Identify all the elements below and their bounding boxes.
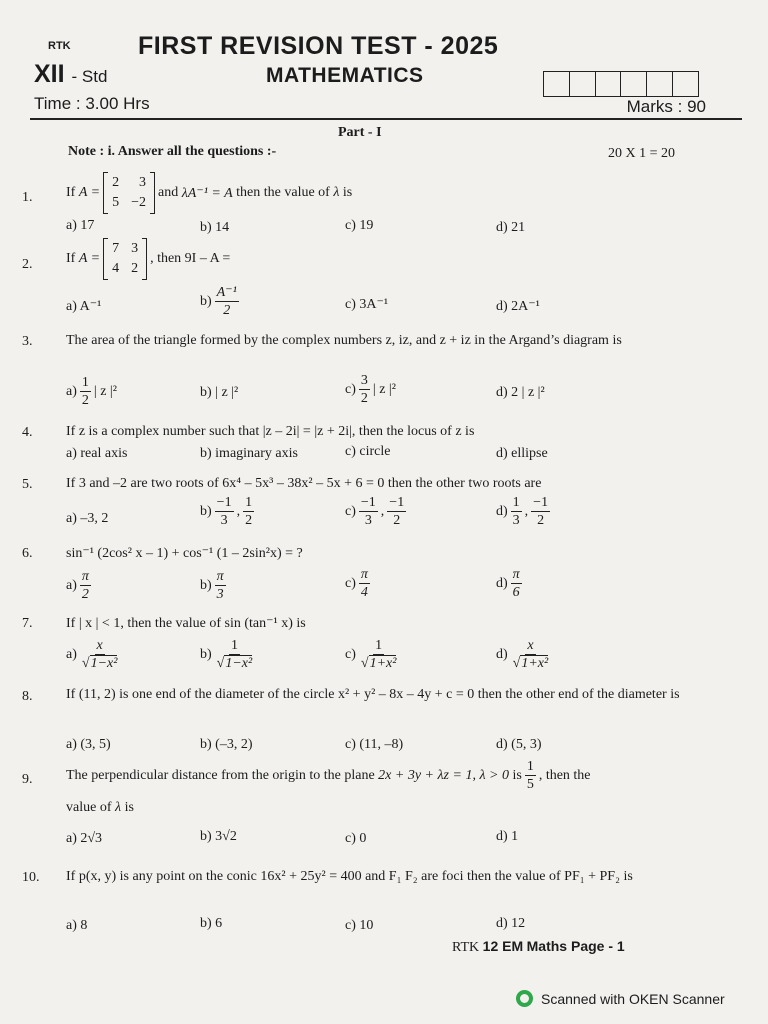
- question-text: The area of the triangle formed by the complex numbers z, iz, and z + iz in the Argand’s diagram is: [66, 333, 622, 348]
- text-fragment: , then the: [538, 767, 591, 783]
- fraction: [215, 637, 255, 672]
- question-text: If | x | < 1, then the value of sin (tan⁻¹ x) is: [66, 616, 306, 631]
- footer-class: 12 EM: [482, 938, 524, 954]
- denominator: 3: [220, 513, 228, 528]
- option-a: [66, 637, 122, 672]
- denominator: 2: [393, 513, 401, 528]
- question-number: 6.: [22, 546, 33, 561]
- matrix: [103, 238, 147, 280]
- text-fragment: The perpendicular distance from the origin to the plane: [66, 767, 375, 783]
- option-b: b) 14: [200, 220, 230, 235]
- text-fragment: A =: [78, 185, 101, 200]
- matrix-cell: 7: [112, 241, 120, 256]
- denominator: 2: [81, 587, 89, 602]
- text-fragment: and: [157, 185, 179, 200]
- option-d: d) 12: [496, 916, 526, 931]
- option-label: c): [345, 575, 356, 591]
- option-d: d) 1: [496, 829, 519, 844]
- option-b: [200, 568, 229, 603]
- question-text: sin⁻¹ (2cos² x – 1) + cos⁻¹ (1 – 2sin²x) = ?: [66, 546, 303, 561]
- numerator: 1: [230, 638, 238, 653]
- text-fragment: value of: [66, 800, 112, 815]
- option-d: [496, 566, 525, 601]
- option-label: b): [200, 646, 212, 662]
- denominator: 3: [512, 513, 520, 528]
- denominator: 2: [360, 391, 368, 406]
- numerator: −1: [533, 495, 549, 510]
- question-text: [66, 172, 352, 214]
- option-b: [200, 284, 242, 319]
- denominator: 2: [223, 303, 231, 318]
- text-fragment: 2x + 3y + λz = 1, λ > 0: [378, 767, 509, 783]
- text-fragment: λA⁻¹ = A: [181, 185, 233, 201]
- question-text: If z is a complex number such that |z – 2i| = |z + 2i|, then the locus of z is: [66, 424, 475, 439]
- option-c: [345, 566, 373, 601]
- numerator: π: [512, 567, 520, 582]
- time-label: Time : 3.00 Hrs: [34, 94, 150, 113]
- option-d: d) (5, 3): [496, 737, 542, 752]
- separator: ,: [380, 503, 385, 519]
- denominator: 5: [526, 777, 534, 792]
- question-number: 4.: [22, 425, 33, 440]
- option-c: [345, 637, 401, 672]
- option-b: b) | z |²: [200, 385, 239, 400]
- numerator: −1: [216, 495, 232, 510]
- radical-sign: √: [360, 656, 369, 671]
- marks-tally: 20 X 1 = 20: [608, 146, 676, 161]
- denominator: 1−x²: [90, 656, 118, 671]
- option-d: [496, 494, 553, 529]
- option-a: a) 17: [66, 218, 95, 233]
- question-text-line2: [66, 800, 134, 816]
- option-label: c): [345, 646, 356, 662]
- denominator: 1−x²: [225, 656, 253, 671]
- numerator: 1: [245, 495, 253, 510]
- option-label: b): [200, 577, 212, 593]
- text-fragment: λ: [333, 185, 340, 200]
- text-fragment: is: [342, 185, 353, 200]
- option-label: b): [200, 293, 212, 309]
- option-c: c) 3A⁻¹: [345, 297, 389, 312]
- numerator: x: [96, 638, 103, 653]
- numerator: π: [360, 567, 368, 582]
- matrix-cell: 5: [112, 195, 120, 210]
- scanner-watermark: [516, 990, 725, 1007]
- exam-title: FIRST REVISION TEST - 2025: [138, 32, 499, 60]
- option-b: b) 3√2: [200, 829, 237, 844]
- option-c: c) 19: [345, 218, 374, 233]
- question-number: 7.: [22, 616, 33, 631]
- numerator: A⁻¹: [216, 285, 237, 300]
- option-label: d): [496, 646, 508, 662]
- header-divider: [30, 118, 742, 120]
- text-fragment: If: [66, 251, 76, 266]
- matrix-cell: 3: [138, 175, 146, 190]
- oken-logo-icon: [516, 990, 533, 1007]
- numerator: π: [81, 569, 89, 584]
- question-number: 8.: [22, 689, 33, 704]
- question-text: If (11, 2) is one end of the diameter of the circle x² + y² – 8x – 4y + c = 0 then the other end of the diameter is: [66, 687, 680, 702]
- fraction: [359, 372, 370, 407]
- option-label: c): [345, 381, 356, 397]
- option-b: b) 6: [200, 916, 223, 931]
- option-a: [66, 568, 94, 603]
- fraction: [80, 568, 91, 603]
- standard-label: [34, 60, 107, 89]
- denominator: 6: [512, 585, 520, 600]
- option-c: c) (11, –8): [345, 737, 404, 752]
- numerator: −1: [389, 495, 405, 510]
- fraction: [511, 566, 522, 601]
- text-fragment: is: [124, 800, 134, 815]
- radical-sign: √: [512, 656, 521, 671]
- fraction: [525, 758, 536, 793]
- option-label: a): [66, 383, 77, 399]
- marks-label: Marks : 90: [626, 97, 706, 116]
- option-label: a): [66, 646, 77, 662]
- scanner-text: Scanned with OKEN Scanner: [541, 990, 725, 1007]
- footer-page: Maths Page - 1: [526, 938, 625, 954]
- option-c: [345, 494, 409, 529]
- option-b: b) imaginary axis: [200, 446, 298, 461]
- register-number-boxes: [543, 71, 699, 97]
- option-c: c) circle: [345, 444, 391, 459]
- subject-title: MATHEMATICS: [266, 64, 424, 87]
- matrix-cell: 2: [131, 261, 139, 276]
- question-number: 1.: [22, 190, 33, 205]
- fraction: [80, 374, 91, 409]
- numerator: 1: [526, 759, 534, 774]
- standard-suffix: - Std: [71, 67, 108, 86]
- option-a: a) real axis: [66, 446, 128, 461]
- question-number: 10.: [22, 870, 40, 885]
- question-number: 2.: [22, 257, 33, 272]
- text-fragment: | z |²: [372, 381, 396, 397]
- numerator: 1: [81, 375, 89, 390]
- text-fragment: If: [66, 185, 76, 200]
- numerator: π: [216, 569, 224, 584]
- question-number: 5.: [22, 477, 33, 492]
- option-a: a) 2√3: [66, 831, 103, 846]
- matrix-cell: 4: [112, 261, 120, 276]
- separator: ,: [236, 503, 241, 519]
- text-fragment: | z |²: [93, 383, 117, 399]
- fraction: [387, 494, 406, 529]
- option-d: d) 2 | z |²: [496, 385, 545, 400]
- numerator: 3: [360, 373, 368, 388]
- text-fragment: then the value of: [236, 185, 330, 200]
- option-b: [200, 637, 257, 672]
- option-a: [66, 374, 117, 409]
- matrix: [103, 172, 155, 214]
- question-text: [66, 238, 230, 280]
- footer-rtk: RTK: [452, 940, 480, 955]
- option-a: a) (3, 5): [66, 737, 111, 752]
- standard-value: XII: [34, 60, 65, 88]
- part-heading: Part - I: [338, 125, 382, 140]
- option-label: b): [200, 503, 212, 519]
- question-text: If p(x, y) is any point on the conic 16x² + 25y² = 400 and F₁ F₂ are foci then the value of PF₁ + PF₂ is: [66, 869, 633, 884]
- option-a: a) –3, 2: [66, 511, 109, 526]
- matrix-cell: 3: [131, 241, 139, 256]
- option-label: a): [66, 577, 77, 593]
- denominator: 1+x²: [521, 656, 549, 671]
- option-c: [345, 372, 396, 407]
- option-d: d) 21: [496, 220, 526, 235]
- denominator: 2: [245, 513, 253, 528]
- option-d: [496, 637, 553, 672]
- option-label: c): [345, 503, 356, 519]
- numerator: −1: [360, 495, 376, 510]
- fraction: [511, 637, 551, 672]
- separator: ,: [524, 503, 529, 519]
- option-label: d): [496, 575, 508, 591]
- fraction: [215, 284, 239, 319]
- question-number: 9.: [22, 772, 33, 787]
- fraction: [215, 568, 226, 603]
- numerator: x: [527, 638, 534, 653]
- option-a: a) A⁻¹: [66, 299, 102, 314]
- instruction-note: Note : i. Answer all the questions :-: [68, 144, 277, 159]
- text-fragment: A =: [78, 251, 101, 266]
- matrix-cell: −2: [131, 195, 146, 210]
- fraction: [359, 637, 399, 672]
- option-d: d) 2A⁻¹: [496, 299, 540, 314]
- option-b: b) (–3, 2): [200, 737, 253, 752]
- radical-sign: √: [81, 656, 90, 671]
- fraction: [531, 494, 550, 529]
- fraction: [511, 494, 522, 529]
- option-label: d): [496, 503, 508, 519]
- question-text: If 3 and –2 are two roots of 6x⁴ – 5x³ – 38x² – 5x + 6 = 0 then the other two roots are: [66, 476, 542, 491]
- question-text: [66, 758, 591, 793]
- denominator: 4: [360, 585, 368, 600]
- text-fragment: λ: [114, 800, 122, 815]
- fraction: [215, 494, 234, 529]
- matrix-cell: 2: [112, 175, 120, 190]
- option-c: c) 10: [345, 918, 374, 933]
- option-c: c) 0: [345, 831, 367, 846]
- fraction: [243, 494, 254, 529]
- numerator: 1: [375, 638, 383, 653]
- fraction: [359, 494, 378, 529]
- denominator: 2: [81, 393, 89, 408]
- text-fragment: , then 9I – A =: [150, 251, 231, 266]
- question-number: 3.: [22, 334, 33, 349]
- numerator: 1: [512, 495, 520, 510]
- fraction: [80, 637, 120, 672]
- text-fragment: is: [512, 767, 522, 783]
- option-d: d) ellipse: [496, 446, 548, 461]
- denominator: 1+x²: [369, 656, 397, 671]
- option-b: [200, 494, 257, 529]
- denominator: 3: [216, 587, 224, 602]
- radical-sign: √: [216, 656, 225, 671]
- school-code: RTK: [48, 40, 71, 52]
- option-a: a) 8: [66, 918, 88, 933]
- denominator: 3: [364, 513, 372, 528]
- page-footer: [452, 938, 625, 956]
- fraction: [359, 566, 370, 601]
- denominator: 2: [537, 513, 545, 528]
